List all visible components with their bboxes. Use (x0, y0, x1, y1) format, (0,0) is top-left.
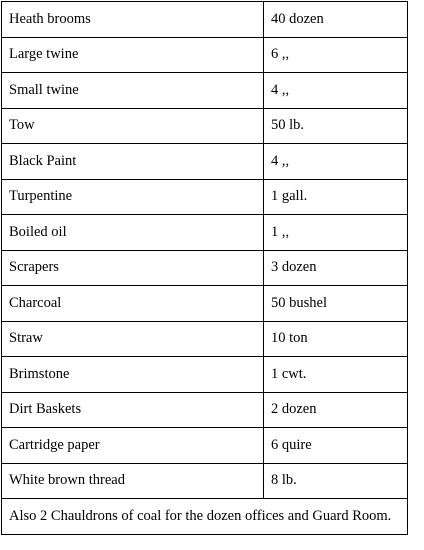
table-row (2, 108, 408, 144)
quantity-cell: 6 ,, (264, 37, 408, 73)
item-cell: Charcoal (2, 286, 264, 322)
footnote-text: Also 2 Chauldrons of coal for the dozen offices and Guard Room. (2, 499, 408, 535)
quantity-cell: 2 dozen (264, 392, 408, 428)
quantity-cell: 3 dozen (264, 250, 408, 286)
footnote-row (2, 499, 408, 535)
table-row (2, 463, 408, 499)
table-row (2, 73, 408, 109)
item-cell: Turpentine (2, 179, 264, 215)
quantity-cell: 6 quire (264, 428, 408, 464)
item-cell: Brimstone (2, 357, 264, 393)
item-cell: Boiled oil (2, 215, 264, 251)
quantity-cell: 50 bushel (264, 286, 408, 322)
quantity-cell: 1 gall. (264, 179, 408, 215)
item-cell: Dirt Baskets (2, 392, 264, 428)
item-cell: Straw (2, 321, 264, 357)
item-cell: White brown thread (2, 463, 264, 499)
table-row (2, 250, 408, 286)
table-row (2, 215, 408, 251)
quantity-cell: 4 ,, (264, 73, 408, 109)
item-cell: Small twine (2, 73, 264, 109)
item-cell: Black Paint (2, 144, 264, 180)
table-row (2, 179, 408, 215)
table-row (2, 2, 408, 38)
item-cell: Scrapers (2, 250, 264, 286)
quantity-cell: 1 ,, (264, 215, 408, 251)
item-cell: Cartridge paper (2, 428, 264, 464)
table-row (2, 37, 408, 73)
supply-table (1, 1, 408, 535)
quantity-cell: 8 lb. (264, 463, 408, 499)
table-row (2, 428, 408, 464)
table-row (2, 357, 408, 393)
table-row (2, 392, 408, 428)
table-row (2, 286, 408, 322)
table-row (2, 321, 408, 357)
item-cell: Heath brooms (2, 2, 264, 38)
supply-table-body (2, 2, 408, 535)
item-cell: Tow (2, 108, 264, 144)
item-cell: Large twine (2, 37, 264, 73)
quantity-cell: 10 ton (264, 321, 408, 357)
quantity-cell: 50 lb. (264, 108, 408, 144)
table-row (2, 144, 408, 180)
quantity-cell: 4 ,, (264, 144, 408, 180)
quantity-cell: 1 cwt. (264, 357, 408, 393)
quantity-cell: 40 dozen (264, 2, 408, 38)
